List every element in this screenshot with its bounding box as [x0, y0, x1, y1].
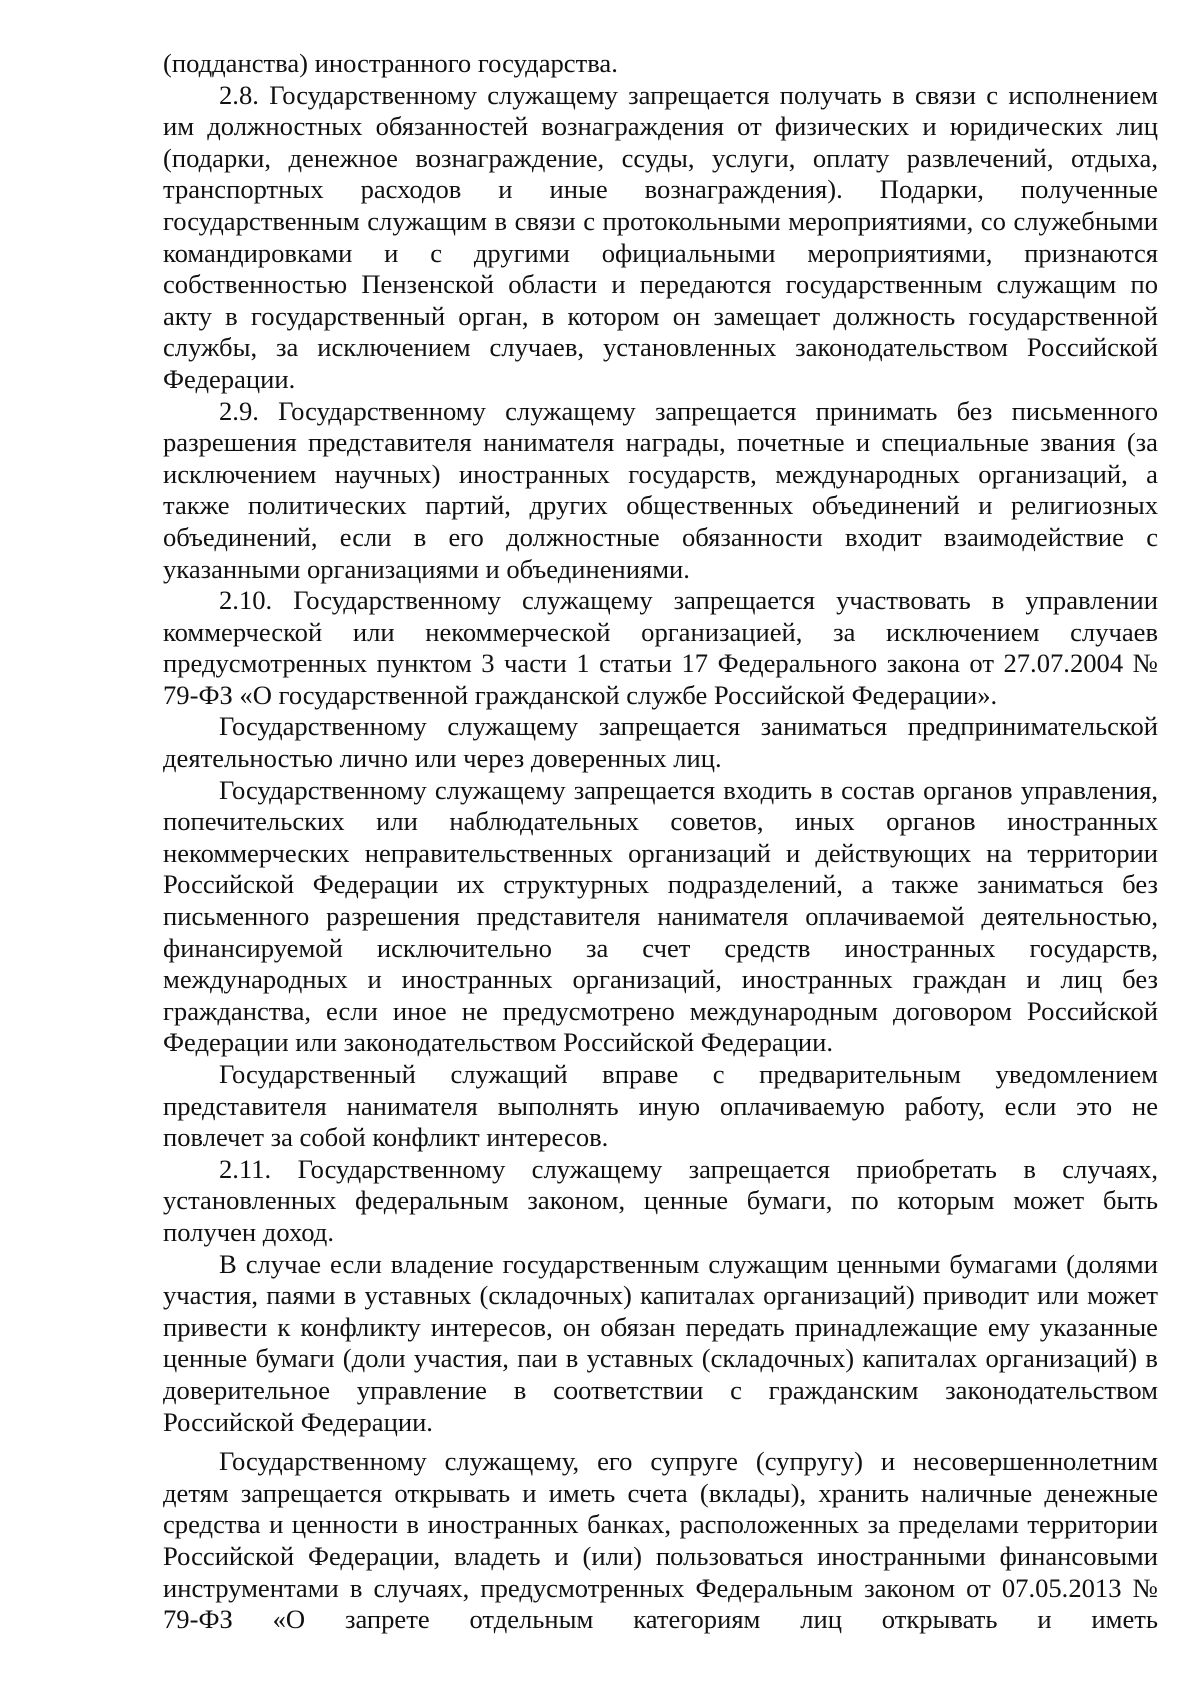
paragraph-2-8: 2.8. Государственному служащему запрещается получать в связи с исполнением им должностных обязанностей вознаграждения от физических и юридических лиц (подарки, денежное вознаграждение, ссуды, услуги, оплату развлечений, отдыха, транспортных расходов и иные вознаграждения). Подарки, полученные государственным служащим в связи с протокольными мероприятиями, со служебными командировками и с другими официальными мероприятиями, признаются собственностью Пензенской области и передаются государственным служащим по акту в государственный орган, в котором он замещает должность государственной службы, за исключением случаев, установленных законодательством Российской Федерации.: [163, 79, 1158, 394]
paragraph-2-9: 2.9. Государственному служащему запрещается принимать без письменного разрешения представителя нанимателя награды, почетные и специальные звания (за исключением научных) иностранных государств, международных организаций, а также политических партий, других общественных объединений и религиозных объединений, если в его должностные обязанности входит взаимодействие с указанными организациями и объединениями.: [163, 395, 1158, 584]
paragraph-foreign-accounts: Государственному служащему, его супруге (супругу) и несовершеннолетним детям запрещается открывать и иметь счета (вклады), хранить наличные денежные средства и ценности в иностранных банках, расположенных за пределами территории Российской Федерации, владеть и (или) пользоваться иностранными финансовыми инструментами в случаях, предусмотренных Федеральным законом от 07.05.2013 № 79-ФЗ «О запрете отдельным категориям лиц открывать и иметь: [163, 1446, 1158, 1635]
paragraph-2-11: 2.11. Государственному служащему запрещается приобретать в случаях, установленных федеральным законом, ценные бумаги, по которым может быть получен доход.: [163, 1153, 1158, 1247]
document-body: [163, 48, 1158, 1636]
paragraph-entrepreneurship: Государственному служащему запрещается заниматься предпринимательской деятельностью лично или через доверенных лиц.: [163, 711, 1158, 774]
paragraph-2-10: 2.10. Государственному служащему запрещается участвовать в управлении коммерческой или некоммерческой организацией, за исключением случаев предусмотренных пунктом 3 части 1 статьи 17 Федерального закона от 27.07.2004 № 79-ФЗ «О государственной гражданской службе Российской Федерации».: [163, 585, 1158, 710]
paragraph-2-7-end: (подданства) иностранного государства.: [163, 48, 618, 78]
paragraph-securities-trust: В случае если владение государственным служащим ценными бумагами (долями участия, паями в уставных (складочных) капиталах организаций) приводит или может привести к конфликту интересов, он обязан передать принадлежащие ему указанные ценные бумаги (доли участия, паи в уставных (складочных) капиталах организаций) в доверительное управление в соответствии с гражданским законодательством Российской Федерации.: [163, 1248, 1158, 1437]
paragraph-foreign-bodies: Государственному служащему запрещается входить в состав органов управления, попечительских или наблюдательных советов, иных органов иностранных некоммерческих неправительственных организаций и действующих на территории Российской Федерации их структурных подразделений, а также заниматься без письменного разрешения представителя нанимателя оплачиваемой деятельностью, финансируемой исключительно за счет средств иностранных государств, международных и иностранных организаций, иностранных граждан и лиц без гражданства, если иное не предусмотрено международным договором Российской Федерации или законодательством Российской Федерации.: [163, 774, 1158, 1058]
paragraph-other-paid-work: Государственный служащий вправе с предварительным уведомлением представителя нанимателя выполнять иную оплачиваемую работу, если это не повлечет за собой конфликт интересов.: [163, 1059, 1158, 1153]
